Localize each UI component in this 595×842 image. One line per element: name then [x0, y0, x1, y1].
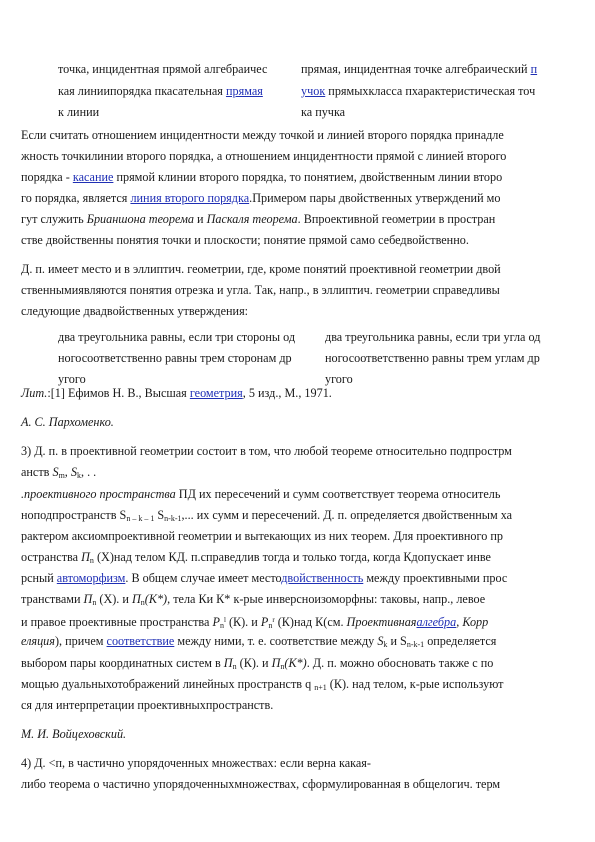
link-puchok-part1[interactable]: п: [530, 62, 538, 76]
table2-right-line-2: ногосоответственно равны трем углам др: [325, 351, 540, 365]
link-dvoystvennost[interactable]: двойственность: [281, 571, 364, 585]
para3-line-13: ся для интерпретации проективныхпространств.: [21, 698, 274, 712]
para3-line-7: рсный автоморфизм. В общем случае имеет местодвойственность между проективными прос: [21, 571, 508, 585]
link-pryamaya[interactable]: прямая: [225, 84, 263, 98]
table1-right-line-3: ка пучка: [301, 105, 346, 119]
link-sootvetstvie[interactable]: соответствие: [106, 634, 175, 648]
table2-left-line-3: угого: [58, 372, 86, 386]
para2-line-3: следующие двадвойственных утверждения:: [21, 304, 249, 318]
para3-line-9: и правое проективные пространства $Рn^l$ (К). и $Рn^r$ (К)над К(см. Проективнаяалгебра, Корр: [21, 615, 489, 630]
table2-left-line-2: ногосоответственно равны трем сторонам др: [58, 351, 292, 365]
para3-line-10: еляция), причем соответствие между ними, т. е. соответствие между Sk и Sn-k-1 определяется: [21, 634, 497, 649]
link-liniya-vtorogo-poryadka[interactable]: линия второго порядка: [130, 191, 250, 205]
para3-line-8: транствами Пn (Х). и Пn(К*), тела Ки К* к-рые инверсноизоморфны: таковы, напр., левое: [21, 592, 486, 607]
para3-line-12: мощью дуальныхотображений линейных пространств q n+1 (К). над телом, к-рые используют: [21, 677, 504, 692]
para3-line-5: рактером аксиомпроективной геометрии и вытекающих из них теорем. Для проективного пр: [21, 529, 503, 543]
para1-line-3: порядка - касание прямой клинии второго порядка, то понятием, двойственным линии второ: [21, 170, 503, 184]
para4-line-2: либо теорема о частично упорядоченныхмножествах, сформулированная в общелогич. терм: [21, 777, 501, 791]
link-kasanie[interactable]: касание: [72, 170, 114, 184]
para3-line-2: анств Sm, Sk, . .: [21, 465, 97, 480]
para3-line-11: выбором пары координатных систем в Пn (К). и Пn(К*). Д. п. можно обосновать также с по: [21, 656, 494, 671]
para2-line-2: ственнымиявляются понятия отрезка и угла. Так, напр., в эллиптич. геометрии справедливы: [21, 283, 500, 297]
link-algebra[interactable]: алгебра: [416, 615, 457, 629]
para3-line-1: 3) Д. п. в проективной геометрии состоит в том, что любой теореме относительно подпрострм: [21, 444, 512, 458]
author-voytsekhovsky: М. И. Войцеховский.: [21, 727, 127, 741]
table2-right-line-3: угого: [325, 372, 353, 386]
link-geometriya[interactable]: геометрия: [189, 386, 243, 400]
table1-left-line-2: кая линиипорядка пкасательная прямая: [58, 84, 263, 98]
table1-left-line-3: к линии: [58, 105, 100, 119]
para1-line-5: гут служить Брианшона теорема и Паскаля теорема. Впроективной геометрии в простран: [21, 212, 496, 226]
link-puchok-part2[interactable]: учок: [301, 84, 326, 98]
table2-left-line-1: два треугольника равны, если три стороны од: [58, 330, 296, 344]
para3-line-4: ноподпространств Sn – k – 1 Sn-k-1,... их сумм и пересечений. Д. п. определяется двойственным ха: [21, 508, 513, 523]
para4-line-1: 4) Д. <п, в частично упорядоченных множествах: если верна какая-: [21, 756, 371, 770]
table2-right-line-1: два треугольника равны, если три угла од: [325, 330, 541, 344]
literature-line: Лит.:[1] Ефимов Н. В., Высшая геометрия, 5 изд., М., 1971.: [21, 386, 332, 400]
para1-line-4: го порядка, является линия второго порядка.Примером пары двойственных утверждений мо: [21, 191, 501, 205]
para2-line-1: Д. п. имеет место и в эллиптич. геометрии, где, кроме понятий проективной геометрии двой: [21, 262, 501, 276]
para3-line-6: остранства Пn (Х)над телом КД. п.справедлив тогда и только тогда, когда Кдопускает инве: [21, 550, 491, 565]
link-avtomorfizm[interactable]: автоморфизм: [56, 571, 126, 585]
author-parkhomenko: А. С. Пархоменко.: [21, 415, 114, 429]
table1-left-line-1: точка, инцидентная прямой алгебраичес: [58, 62, 268, 76]
table1-right-line-1: прямая, инцидентная точке алгебраический п: [301, 62, 538, 76]
para1-line-6: стве двойственны понятия точки и плоскости; понятие прямой само себедвойственно.: [21, 233, 469, 247]
para1-line-1: Если считать отношением инцидентности между точкой и линией второго порядка принадле: [21, 128, 504, 142]
para3-line-3: .проективного пространства ПД их пересечений и сумм соответствует теорема относитель: [21, 487, 501, 501]
para1-line-2: жность точкилинии второго порядка, а отношением инцидентности прямой с линией второго: [21, 149, 507, 163]
table1-right-line-2: учок прямыхкласса пхарактеристическая точ: [301, 84, 536, 98]
